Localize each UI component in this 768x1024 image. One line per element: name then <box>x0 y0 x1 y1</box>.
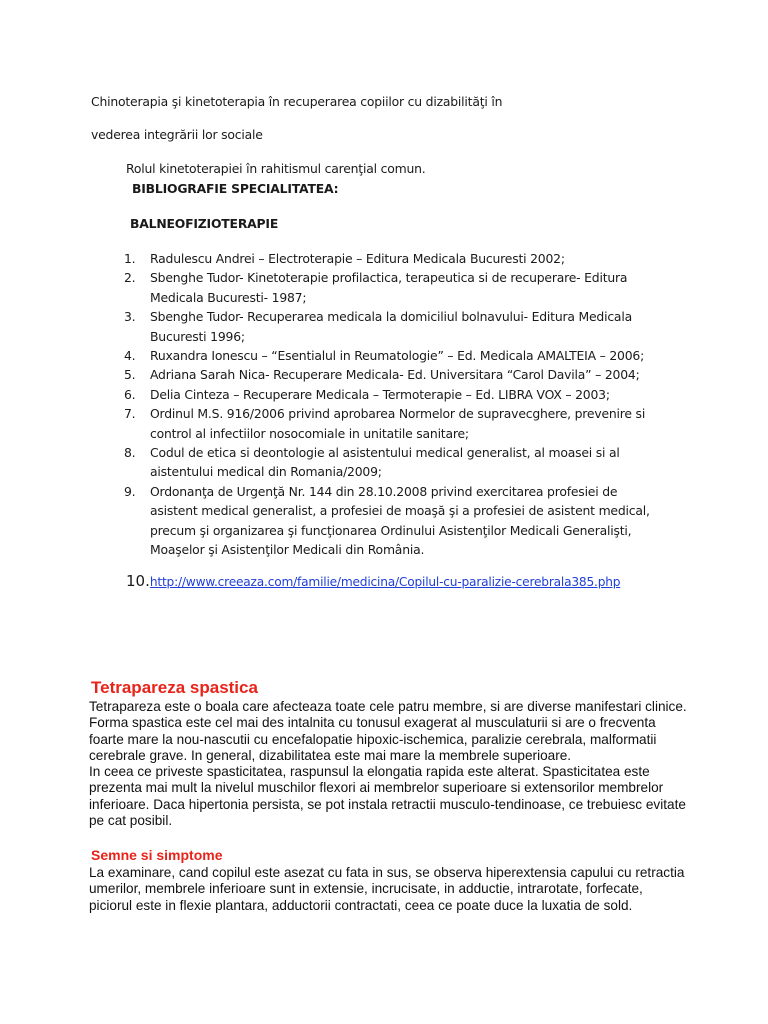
reference-item <box>124 249 664 268</box>
reference-number: 5. <box>124 367 136 383</box>
reference-url-link[interactable]: http://www.creeaza.com/familie/medicina/Copilul-cu-paralizie-cerebrala385.php <box>149 575 621 589</box>
reference-text: Adriana Sarah Nica- Recuperare Medicala- Ed. Universitara “Carol Davila” – 2004; <box>150 367 640 383</box>
reference-item <box>124 443 664 482</box>
reference-item <box>124 307 664 346</box>
document-title-line-2: vederea integrării lor sociale <box>91 127 263 142</box>
document-title-line-1: Chinoterapia şi kinetoterapia în recuperarea copiilor cu dizabilităţi în <box>91 94 503 109</box>
reference-item-link <box>126 572 620 591</box>
reference-text: Sbenghe Tudor- Recuperarea medicala la domiciliul bolnavului- Editura Medicala Bucuresti 1996; <box>150 309 632 344</box>
section-paragraph: In ceea ce priveste spasticitatea, raspunsul la elongatia rapida este alterat. Spasticitatea este prezenta mai mult la nivelul muschilor flexori ai membrelor superioare si extensorilor membrelor inferioare. Daca hipertonia persista, se pot instala retractii musculo-tendinoase, ce trebuiesc evitate pe cat posibil. <box>89 764 686 829</box>
reference-number: 2. <box>124 270 136 286</box>
reference-text: Ordinul M.S. 916/2006 privind aprobarea Normelor de supravecghere, prevenire si control al infectiilor nosocomiale in unitatile sanitare; <box>150 406 646 441</box>
reference-text: Sbenghe Tudor- Kinetoterapie profilactica, terapeutica si de recuperare- Editura Medicala Bucuresti- 1987; <box>150 270 628 305</box>
reference-number: 4. <box>124 348 136 364</box>
subsection-body <box>89 865 689 914</box>
bibliography-heading: BIBLIOGRAFIE SPECIALITATEA: <box>132 181 339 196</box>
reference-item <box>124 482 664 560</box>
subtitle-rol: Rolul kinetoterapiei în rahitismul carenţial comun. <box>126 161 426 176</box>
reference-item <box>124 346 664 365</box>
subsection-paragraph: La examinare, cand copilul este asezat cu fata in sus, se observa hiperextensia capului cu retractia umerilor, membrele inferioare sunt in extensie, incrucisate, in adductie, intrarotate, forfecate, piciorul este in flexie plantara, adductorii contractati, ceea ce poate duce la luxatia de sold. <box>89 865 685 913</box>
reference-number: 6. <box>124 386 136 402</box>
reference-item <box>124 268 664 307</box>
reference-text: Ruxandra Ionescu – “Esentialul in Reumatologie” – Ed. Medicala AMALTEIA – 2006; <box>150 348 645 364</box>
section-paragraph: Tetrapareza este o boala care afecteaza toate cele patru membre, si are diverse manifestari clinice. Forma spastica este cel mai des intalnita cu tonusul exagerat al musculaturii si are o frecventa foarte mare la nou-nascutii cu encefalopatie hipoxic-ischemica, paralizie cerebrala, malformatii cerebrale grave. In general, dizabilitatea este mai mare la membrele superioare. <box>89 699 687 763</box>
section-title: Tetrapareza spastica <box>91 678 258 697</box>
reference-text: Radulescu Andrei – Electroterapie – Editura Medicala Bucuresti 2002; <box>150 251 565 266</box>
reference-text: Delia Cinteza – Recuperare Medicala – Termoterapie – Ed. LIBRA VOX – 2003; <box>150 386 610 402</box>
reference-number: 8. <box>124 445 136 461</box>
reference-item <box>124 365 664 384</box>
specialty-heading: BALNEOFIZIOTERAPIE <box>130 216 279 231</box>
reference-list <box>124 249 664 560</box>
section-body <box>89 699 689 829</box>
reference-number: 10. <box>126 572 150 590</box>
reference-item <box>124 404 664 443</box>
reference-number: 7. <box>124 406 136 422</box>
reference-number: 9. <box>124 483 136 499</box>
reference-item <box>124 385 664 404</box>
reference-number: 1. <box>124 251 136 266</box>
reference-text: Ordonanţa de Urgenţă Nr. 144 din 28.10.2008 privind exercitarea profesiei de asistent medical generalist, a profesiei de moaşă şi a profesiei de asistent medical, precum şi organizarea şi funcţionarea Ordinului Asistenţilor Medicali Generalişti, Moaşelor şi Asistenţilor Medicali din România. <box>150 483 650 558</box>
subsection-title: Semne si simptome <box>91 847 223 863</box>
reference-text: Codul de etica si deontologie al asistentului medical generalist, al moasei si al aistentului medical din Romania/2009; <box>150 445 620 480</box>
reference-number: 3. <box>124 309 136 325</box>
